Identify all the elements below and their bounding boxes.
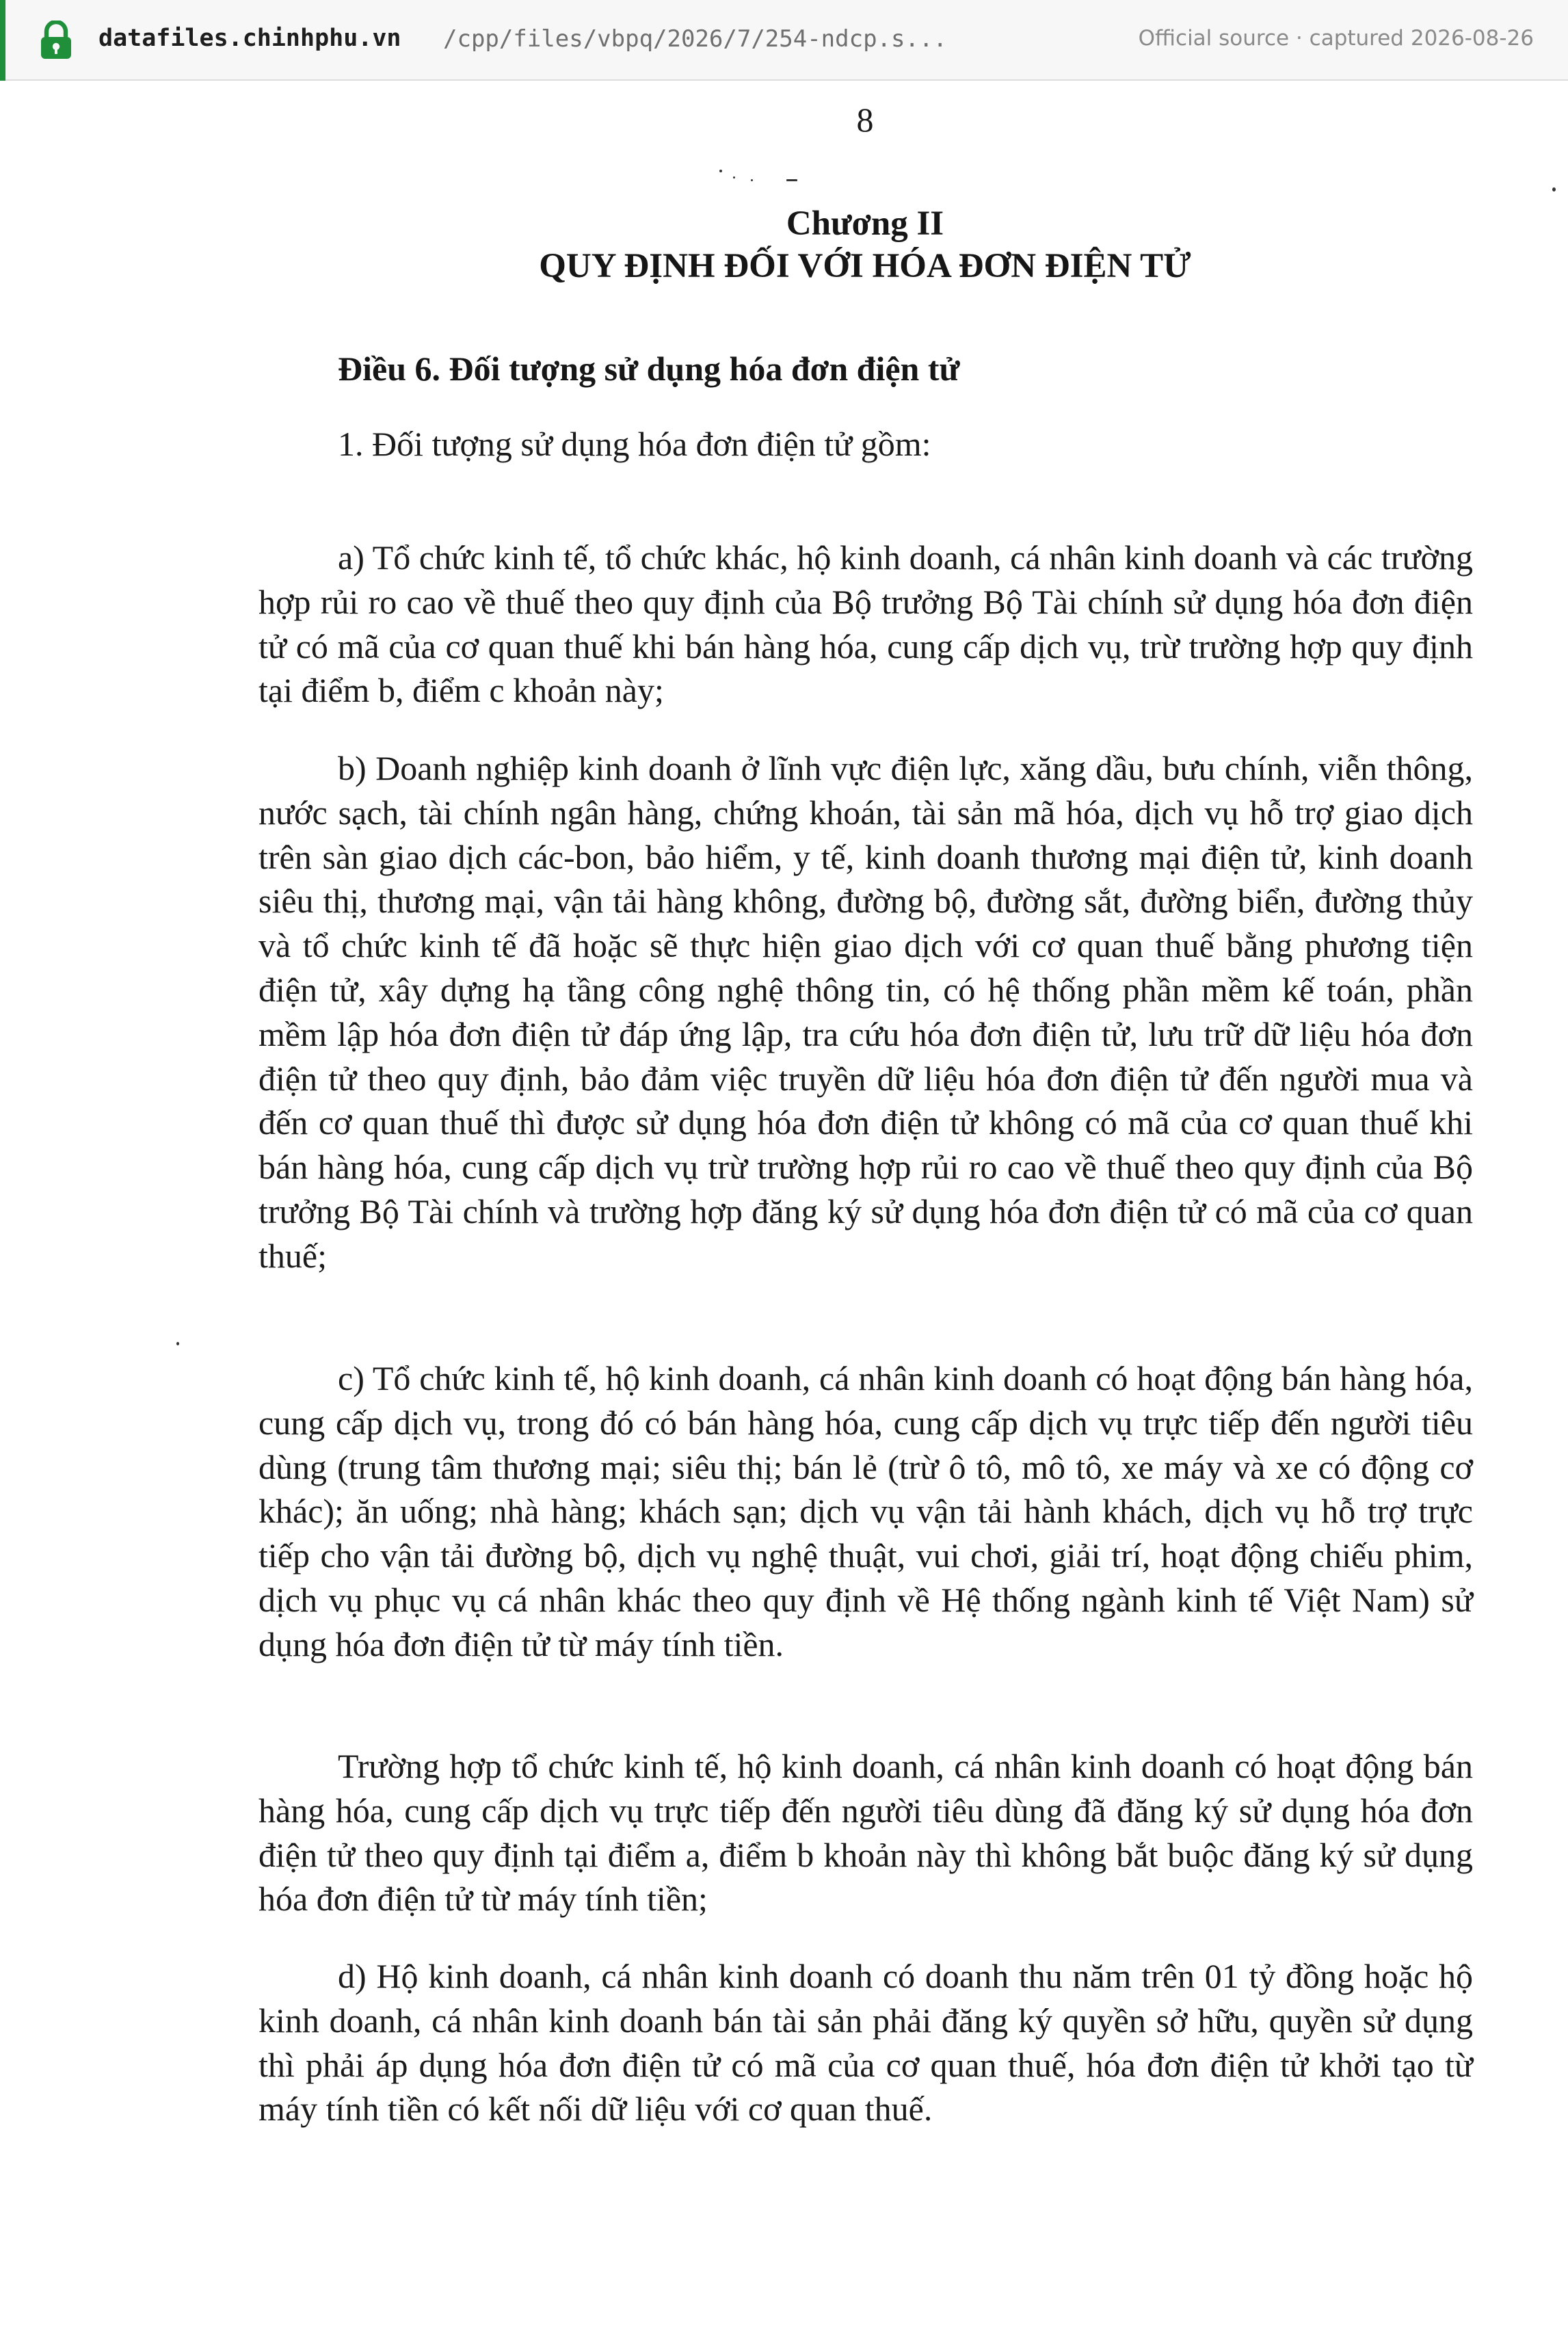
scan-speck [719,170,722,172]
source-note: Official source · captured 2026-08-26 [1138,26,1534,51]
clause-1: 1. Đối tượng sử dụng hóa đơn điện tử gồm: [338,425,931,463]
lock-icon[interactable] [38,21,74,60]
chapter-number: Chương II [786,205,944,243]
url-path[interactable]: /cpp/files/vbpq/2026/7/254-ndcp.s... [443,25,947,53]
paragraph-c: c) Tổ chức kinh tế, hộ kinh doanh, cá nhân kinh doanh có hoạt động bán hàng hóa, cung cấp dịch vụ, trong đó có bán hàng hóa, cung cấp dịch vụ trực tiếp đến người tiêu dùng (trung tâm thương mại; siêu thị; bán lẻ (trừ ô tô, mô tô, xe máy và xe có động cơ khác); ăn uống; nhà hàng; khách sạn; dịch vụ vận tải hành khách, dịch vụ hỗ trợ trực tiếp cho vận tải đường bộ, dịch vụ nghệ thuật, vui chơi, giải trí, hoạt động chiếu phim, dịch vụ phục vụ cá nhân khác theo quy định về Hệ thống ngành kinh tế Việt Nam) sử dụng hóa đơn điện tử từ máy tính tiền. [258,1359,1473,1663]
scan-speck [1552,187,1556,192]
scan-speck [786,179,797,181]
page-number: 8 [856,101,874,139]
chapter-title: QUY ĐỊNH ĐỐI VỚI HÓA ĐƠN ĐIỆN TỬ [539,247,1191,285]
url-domain[interactable]: datafiles.chinhphu.vn [98,25,401,52]
scan-speck [176,1342,179,1345]
address-bar [0,0,1568,81]
secure-accent-stripe [0,0,5,81]
scan-speck [751,179,753,181]
scan-speck [733,176,735,179]
paragraph-c-note: Trường hợp tổ chức kinh tế, hộ kinh doanh, cá nhân kinh doanh có hoạt động bán hàng hóa, cung cấp dịch vụ trực tiếp đến người tiêu dùng đã đăng ký sử dụng hóa đơn điện tử theo quy định tại điểm a, điểm b khoản này thì không bắt buộc đăng ký sử dụng hóa đơn điện tử từ máy tính tiền; [258,1747,1473,1919]
paragraph-a: a) Tổ chức kinh tế, tổ chức khác, hộ kinh doanh, cá nhân kinh doanh và các trường hợp rủi ro cao về thuế theo quy định của Bộ trưởng Bộ Tài chính sử dụng hóa đơn điện tử có mã của cơ quan thuế khi bán hàng hóa, cung cấp dịch vụ, trừ trường hợp quy định tại điểm b, điểm c khoản này; [258,538,1473,710]
article-heading: Điều 6. Đối tượng sử dụng hóa đơn điện tử [338,350,960,388]
paragraph-b: b) Doanh nghiệp kinh doanh ở lĩnh vực điện lực, xăng dầu, bưu chính, viễn thông, nước sạch, tài chính ngân hàng, chứng khoán, tài sản mã hóa, dịch vụ hỗ trợ giao dịch trên sàn giao dịch các-bon, bảo hiểm, y tế, kinh doanh thương mại điện tử, kinh doanh siêu thị, thương mại, vận tải hàng không, đường bộ, đường sắt, đường biển, đường thủy và tổ chức kinh tế đã hoặc sẽ thực hiện giao dịch với cơ quan thuế bằng phương tiện điện tử, xây dựng hạ tầng công nghệ thông tin, có hệ thống phần mềm kế toán, phần mềm lập hóa đơn điện tử đáp ứng lập, tra cứu hóa đơn điện tử, lưu trữ dữ liệu hóa đơn điện tử theo quy định, bảo đảm việc truyền dữ liệu hóa đơn điện tử đến người mua và đến cơ quan thuế thì được sử dụng hóa đơn điện tử không có mã của cơ quan thuế khi bán hàng hóa, cung cấp dịch vụ trừ trường hợp rủi ro cao về thuế theo quy định của Bộ trưởng Bộ Tài chính và trường hợp đăng ký sử dụng hóa đơn điện tử có mã của cơ quan thuế; [258,749,1473,1275]
paragraph-d: d) Hộ kinh doanh, cá nhân kinh doanh có doanh thu năm trên 01 tỷ đồng hoặc hộ kinh doanh, cá nhân kinh doanh bán tài sản phải đăng ký quyền sở hữu, quyền sử dụng thì phải áp dụng hóa đơn điện tử có mã của cơ quan thuế, hóa đơn điện tử khởi tạo từ máy tính tiền có kết nối dữ liệu với cơ quan thuế. [258,1957,1473,2129]
